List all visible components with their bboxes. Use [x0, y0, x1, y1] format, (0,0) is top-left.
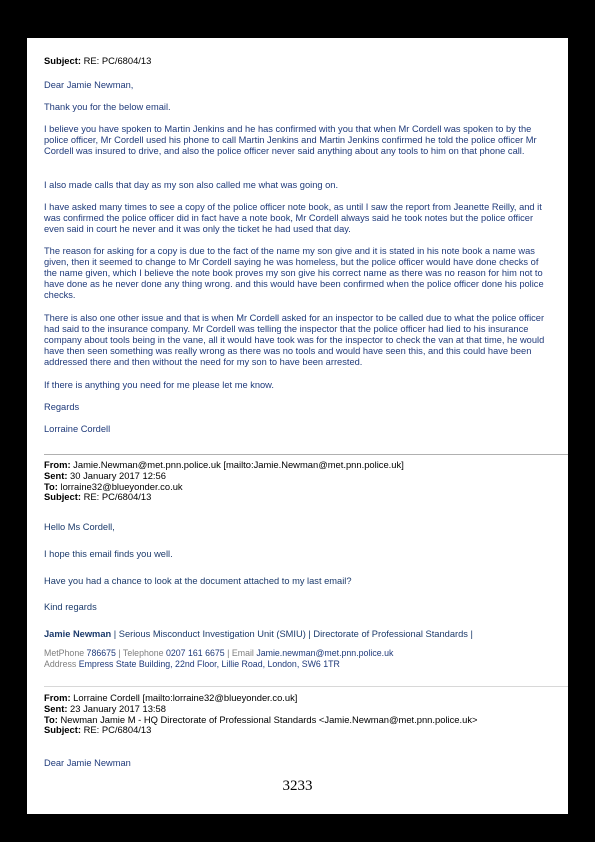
from-value: Jamie.Newman@met.pnn.police.uk [mailto:Jamie.Newman@met.pnn.police.uk] [70, 459, 404, 470]
separator [44, 686, 568, 687]
contact-block [44, 648, 552, 669]
telephone-value: 0207 161 6675 [163, 648, 225, 658]
subject-line [44, 725, 552, 736]
subject-label: Subject: [44, 724, 81, 736]
email-value: Jamie.newman@met.pnn.police.uk [253, 648, 394, 658]
sent-label: Sent: [44, 469, 68, 481]
subject-value: RE: PC/6804/13 [80, 491, 152, 503]
paragraph-7: If there is anything you need for me please let me know. [44, 380, 274, 390]
subject-value: RE: PC/6804/13 [80, 724, 152, 736]
email-label: | Email [224, 648, 254, 658]
signature-line [44, 629, 552, 640]
body-line-1: I hope this email finds you well. [44, 549, 173, 559]
body-line-2: Have you had a chance to look at the document attached to my last email? [44, 576, 352, 586]
page-number: 3233 [282, 778, 313, 794]
to-value: lorraine32@blueyonder.co.uk [57, 480, 183, 492]
signature-name: Jamie Newman [44, 629, 112, 639]
greeting: Hello Ms Cordell, [44, 522, 115, 532]
subject-label: Subject: [44, 55, 81, 66]
sent-label: Sent: [44, 702, 68, 714]
address-label: Address [44, 658, 77, 669]
signature: Lorraine Cordell [44, 424, 111, 434]
closing: Kind regards [44, 602, 97, 612]
email-subject-line [44, 56, 552, 67]
paragraph-1: Thank you for the below email. [44, 102, 171, 112]
to-value: Newman Jamie M - HQ Directorate of Professional Standards <Jamie.Newman@met.pnn.police.uk> [57, 713, 478, 725]
from-value: Lorraine Cordell [mailto:lorraine32@blueyonder.co.uk] [70, 692, 298, 703]
contact-phone-line [44, 648, 552, 659]
paragraph-6: There is also one other issue and that is when Mr Cordell asked for an inspector to be called due to what the police officer had said to the insurance company. Mr Cordell was telling the inspector that the police officer had lied to his insurance company about tools being in the vane, all it would have took was for the inspector to check the van at that time, he would have then seen something was really wrong as there was no tools and would have seen this, and this could have been addressed there and then without the need for my son to have been arrested. [44, 313, 545, 367]
metphone-value: 786675 [84, 648, 116, 658]
to-label: To: [44, 713, 58, 725]
signature-department: | Serious Misconduct Investigation Unit (SMIU) | Directorate of Professional Standards | [111, 629, 473, 639]
salutation: Dear Jamie Newman [44, 758, 131, 768]
to-label: To: [44, 480, 58, 492]
paragraph-5: The reason for asking for a copy is due to the fact of the name my son give and it is stated in his note book a name was given, then it seemed to change to Mr Cordell saying he was homeless, but the police officer would have done checks of the name given, which I believe the note book proves my son give his correct name as there was no reason for him not to have done as he never done any thing wrong. and this would have been confirmed when the police officer done his police checks. [44, 246, 544, 300]
subject-value: RE: PC/6804/13 [80, 55, 152, 66]
sent-value: 30 January 2017 12:56 [67, 469, 166, 481]
address-value: Empress State Building, 22nd Floor, Lillie Road, London, SW6 1TR [76, 658, 340, 669]
from-label: From: [44, 692, 71, 703]
from-label: From: [44, 459, 71, 470]
salutation: Dear Jamie Newman, [44, 80, 134, 90]
telephone-label: | Telephone [115, 648, 164, 658]
paragraph-2: I believe you have spoken to Martin Jenkins and he has confirmed with you that when Mr Cordell was spoken to by the police officer, Mr Cordell used his phone to call Martin Jenkins and Martin Jenkins confirmed he told the police officer Mr Cordell was insured to drive, and also the police officer never said anything about any tools to him on that phone call. [44, 124, 537, 156]
separator [44, 454, 568, 455]
subject-line [44, 492, 552, 503]
closing: Regards [44, 402, 80, 412]
subject-label: Subject: [44, 491, 81, 503]
paragraph-4: I have asked many times to see a copy of the police officer note book, as until I saw the report from Jeanette Reilly, and it was confirmed the police officer did in fact have a note book, Mr Cordell always said he took notes but the police officer even said in court he never and it was only the ticket he had used that day. [44, 202, 542, 234]
paragraph-3: I also made calls that day as my son also called me what was going on. [44, 180, 339, 190]
contact-address-line [44, 659, 552, 670]
document-page [27, 38, 568, 814]
metphone-label: MetPhone [44, 648, 85, 658]
forwarded-header [44, 460, 552, 503]
sent-value: 23 January 2017 13:58 [67, 702, 166, 714]
forwarded-header [44, 693, 552, 736]
